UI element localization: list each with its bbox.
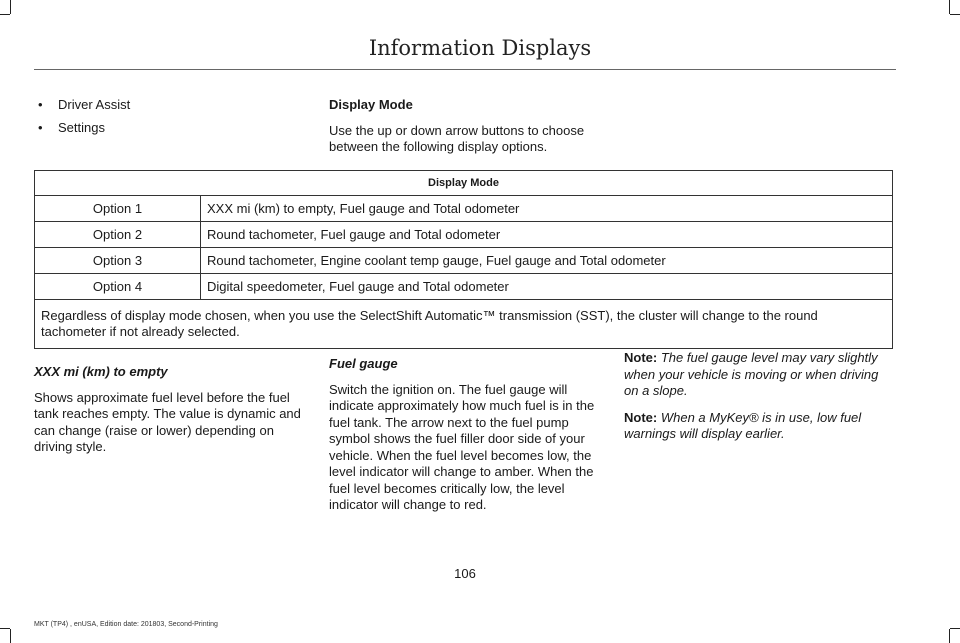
table-row — [35, 222, 893, 248]
crop-mark — [10, 629, 11, 643]
crop-mark — [10, 0, 11, 14]
fuel-gauge-section — [329, 356, 601, 523]
option-cell: Option 4 — [35, 274, 201, 300]
section-body: Switch the ignition on. The fuel gauge will indicate approximately how much fuel is in the fuel tank. The arrow next to the fuel pump symbol shows the fuel filler door side of your vehicle. When the fuel level becomes low, the level indicator will change to amber. When the fuel level becomes critically low, the level indicator will change to red. — [329, 381, 595, 512]
crop-mark — [950, 628, 960, 629]
table-row — [35, 248, 893, 274]
crop-mark — [949, 629, 950, 643]
crop-mark — [0, 628, 10, 629]
list-item: • Settings — [34, 120, 304, 137]
display-mode-table — [34, 170, 893, 349]
note-text: The fuel gauge level may vary slightly when your vehicle is moving or when driving on a slope. — [624, 350, 879, 398]
section-heading: Display Mode — [329, 97, 413, 112]
note — [624, 410, 896, 443]
crop-mark — [949, 0, 950, 14]
description-cell: XXX mi (km) to empty, Fuel gauge and Total odometer — [201, 196, 893, 222]
note-label: Note: — [624, 409, 661, 425]
note-label: Note: — [624, 350, 661, 365]
fuel-to-empty-section — [34, 364, 306, 465]
crop-mark — [950, 14, 960, 15]
list-item: • Driver Assist — [34, 97, 304, 114]
notes-section — [624, 350, 896, 453]
section-heading: XXX mi (km) to empty — [34, 364, 168, 379]
table-row — [35, 274, 893, 300]
table-header: Display Mode — [35, 171, 893, 196]
title-divider — [34, 69, 896, 70]
table-footnote-row — [35, 300, 893, 349]
section-body: Use the up or down arrow buttons to choose between the following display options. — [329, 122, 585, 154]
description-cell: Round tachometer, Engine coolant temp gauge, Fuel gauge and Total odometer — [201, 248, 893, 274]
description-cell: Digital speedometer, Fuel gauge and Total odometer — [201, 274, 893, 300]
page-number: 106 — [454, 566, 476, 581]
settings-bullet-list — [34, 97, 304, 142]
section-body: Shows approximate fuel level before the fuel tank reaches empty. The value is dynamic and can change (raise or lower) depending on driving style. — [34, 389, 301, 454]
edition-footer: MKT (TP4) , enUSA, Edition date: 201803, Second-Printing — [34, 621, 218, 628]
note-text: When a MyKey® is in use, low fuel warnings will display earlier. — [624, 409, 862, 441]
table-header-row — [35, 171, 893, 196]
option-cell: Option 2 — [35, 222, 201, 248]
table-row — [35, 196, 893, 222]
note — [624, 350, 896, 400]
page-title: Information Displays — [368, 36, 592, 60]
option-cell: Option 3 — [35, 248, 201, 274]
description-cell: Round tachometer, Fuel gauge and Total odometer — [201, 222, 893, 248]
display-mode-section — [329, 97, 599, 165]
table-footnote: Regardless of display mode chosen, when you use the SelectShift Automatic™ transmission (SST), the cluster will change to the round tachometer if not already selected. — [35, 300, 893, 349]
option-cell: Option 1 — [35, 196, 201, 222]
section-heading: Fuel gauge — [329, 356, 398, 371]
crop-mark — [0, 14, 10, 15]
